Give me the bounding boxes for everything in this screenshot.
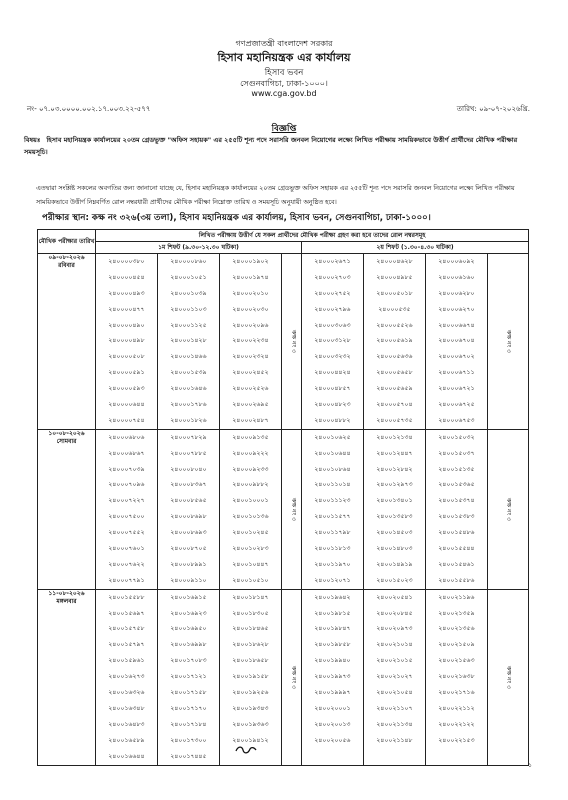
roll-number: ২৪০০১৯১৫৮: [232, 673, 269, 681]
roll-number: ২৪০০১১০১৪: [314, 481, 351, 489]
roll-column: [364, 589, 426, 765]
roll-number: ২৪০০১৯৯৯৭: [314, 689, 351, 697]
roll-number: ২৪০০০৬০৯২: [438, 258, 475, 265]
roll-number: ২৪০০১২১৩৪: [376, 433, 413, 441]
date-text: ১০-০৮-২০২৬: [48, 429, 85, 437]
roll-number: ২৪০০২০০১৩: [314, 720, 351, 728]
roll-number: ২৪০০০২৭০৩: [314, 273, 351, 281]
roll-number: ২৪০০০২০১০: [232, 289, 269, 297]
roll-number: ২৪০০০৮৬৯৩: [170, 529, 207, 537]
roll-number: ২৪০০২০৯৭৩: [376, 625, 413, 633]
roll-number: ২৪০০১৬৪৮৩: [108, 720, 145, 728]
address: সেগুনবাগিচা, ঢাকা-১০০০।: [240, 79, 328, 88]
roll-number: ২৪০০০৪৮৮২: [314, 416, 351, 424]
roll-number: ২৪০০২০০০১: [314, 704, 351, 712]
signature-mark-icon: [234, 743, 258, 757]
roll-column: [158, 589, 220, 765]
roll-number: ২৪০০০০৫৯১: [108, 369, 145, 377]
roll-number: ২৪০০০২২৩৪: [232, 337, 269, 345]
roll-number: ২৪০০১৫৫৮৮: [108, 593, 145, 601]
interview-date: [38, 429, 96, 589]
roll-number: ২৪০০১১১২৩: [314, 497, 351, 505]
roll-number: ২৪০০০৭০৯৬: [108, 481, 145, 489]
roll-number: ২৪০০১৫৫৮৬: [438, 576, 475, 584]
roll-number: ২৪০০১৭৩০০: [170, 736, 207, 744]
room-cell: [488, 429, 529, 589]
shift-2-header: ২য় শিফট (১.৩০-৪.৩০ ঘটিকা): [302, 242, 529, 254]
day-text: সোমবার: [56, 437, 77, 445]
roll-number: ২৪০০১৫৪৮৬: [438, 529, 475, 537]
roll-number: ২৪০০২১৬৩৮: [438, 673, 475, 681]
roll-number: ২৪০০২২১২২: [438, 720, 475, 728]
roll-number: ২৪০০০১৯০২: [232, 258, 269, 265]
roll-number: ২৪০০২২১৫৩: [438, 736, 475, 744]
roll-number: ২৪০০০০৭৫৪: [108, 416, 145, 424]
roll-number: ২৪০০১৬৩২৬: [108, 689, 145, 697]
date-text: ০৯-০৮-২০২৬: [48, 254, 85, 261]
roll-number: ২৪০০১৯৯৭৩: [314, 673, 351, 681]
roll-column: [302, 429, 364, 589]
roll-number: ২৪০০০৫০১৮: [376, 289, 413, 297]
room-cell: [282, 589, 302, 765]
roll-number: ২৪০০১৫৪৬১: [438, 560, 475, 568]
roll-number: ২৪০০১৩৪০১: [376, 497, 413, 505]
roll-number: ২৪০০১৯৬৪২: [314, 593, 351, 601]
roll-number: ২৪০০০৯৮৮২: [232, 481, 269, 489]
room-label: কক্ষ নং ৩: [504, 665, 512, 689]
roll-number: ২৪০০০০৪৯৩: [108, 289, 145, 297]
roll-number: ২৪০০১৬২৭৩: [108, 673, 145, 681]
roll-number: ২৪০০১৫১৩৫: [438, 465, 475, 473]
body-paragraph: এতদ্বারা সংশ্লিষ্ট সকলের অবগতির জন্য জানানো যাচ্ছে যে, হিসাব মহানিয়ন্ত্রক কার্যালয়ের ২০তম গ্রেডভুক্ত অফিস সহায়ক এর ২৫৫টি শূন্য পদে সরাসরি জনবল নিয়োগের লক্ষ্যে লিখিত পরীক্ষায় সাময়িকভাবে উত্তীর্ণ নিম্নবর্ণিত রোল নম্বরধারী প্রার্থীদের মৌখিক পরীক্ষা নিম্নোক্ত তারিখ ও সময়সূচি অনুযায়ী অনুষ্ঠিত হবে।: [36, 185, 515, 206]
roll-number: ২৪০০১০৬২৫: [314, 433, 351, 441]
roll-number: ২৪০০২১১০৭: [376, 704, 413, 712]
roll-numbers-header: লিখিত পরীক্ষায় উত্তীর্ণ যে সকল প্রার্থীদের মৌখিক পরীক্ষা গ্রহণ করা হবে তাদের রোল নম্বরসমূহ: [96, 230, 529, 242]
room-label: কক্ষ নং ৩: [504, 497, 512, 521]
roll-number: ২৪০০২১১৪৮: [376, 736, 413, 744]
roll-number: ২৪০০০৬১৬০: [438, 273, 475, 281]
roll-column: [220, 589, 282, 765]
roll-number: ২৪০০০৮৯৯১: [170, 560, 207, 568]
roll-number: ২৪০০০৬৮৬৭: [108, 449, 145, 457]
subject-text: হিসাব মহানিয়ন্ত্রক কার্যালয়ের ২০তম গ্রেডভুক্ত "অফিস সহায়ক" এর ২৫৫টি শূন্য পদে সরাসরি জনবল নিয়োগের লক্ষ্যে লিখিত পরীক্ষায় সাময়িকভাবে উত্তীর্ণ প্রার্থীদের মৌখিক পরীক্ষার সময়সূচি।: [24, 136, 518, 156]
roll-number: ২৪০০০৩২৩২: [314, 353, 351, 361]
roll-number: ২৪০০০৫৭০৪: [376, 401, 413, 409]
roll-number: ২৪০০০৮৫৬৫: [170, 497, 207, 505]
roll-column: [302, 254, 364, 430]
roll-number: ২৪০০০১০৩৯: [170, 289, 207, 297]
roll-number: ২৪০০০৪৬২৮: [376, 258, 413, 265]
roll-number: ২৪০০১৪৮০৩: [376, 545, 413, 553]
roll-column: [220, 254, 282, 430]
roll-number: ২৪০০০১৪২৮: [170, 337, 207, 345]
roll-number: ২৪০০০৬২৮০: [438, 289, 475, 297]
roll-number: ২৪০০০২৬৭১: [314, 258, 351, 265]
roll-number: ২৪০০২১৫০৯: [438, 641, 475, 649]
roll-number: ২৪০০১৫৩৬৫: [438, 481, 475, 489]
roll-number: ২৪০০০৮৭০৫: [170, 545, 207, 553]
roll-number: ২৪০০১৯৯৪০: [314, 657, 351, 665]
roll-number: ২৪০০১৬৬৪৪: [108, 752, 145, 760]
roll-number: ২৪০০০৫৫২৬: [376, 321, 413, 329]
roll-number: ২৪০০০৯১৩৫: [232, 433, 269, 441]
roll-column: [364, 429, 426, 589]
roll-number: ২৪০০১৮৪৬৫: [232, 625, 269, 633]
roll-column: [426, 429, 488, 589]
roll-column: [220, 429, 282, 589]
roll-number: ২৪০০২০৮৪৫: [376, 609, 413, 617]
subject-label: বিষয়ঃ: [24, 136, 41, 144]
roll-number: ২৪০০১৮৬২৮: [232, 641, 269, 649]
roll-number: ২৪০০১৬৩৪৮: [108, 704, 145, 712]
roll-number: ২৪০০০৭২২৭: [108, 497, 145, 505]
day-text: রবিবার: [58, 262, 75, 269]
roll-number: ২৪০০২১৩৫৯: [438, 609, 475, 617]
roll-number: ২৪০০১৫৭৯৭: [108, 641, 145, 649]
roll-number: ২৪০০১০৬৪৪: [314, 449, 351, 457]
roll-column: [96, 254, 158, 430]
subject: [24, 134, 540, 158]
roll-number: ২৪০০০০৪৭৭: [108, 305, 145, 313]
roll-number: ২৪০০২১০১৫: [376, 657, 413, 665]
roll-number: ২৪০০২১১৯৬: [438, 593, 475, 601]
roll-number: ২৪০০০২৭৫২: [314, 289, 351, 297]
roll-number: ২৪০০০১৭৮৬: [170, 401, 207, 409]
roll-number: ২৪০০২১০১৪: [376, 641, 413, 649]
roll-number: ২৪০০০০৮৬০: [170, 258, 207, 265]
roll-number: ২৪০০০৭৭৯১: [108, 576, 145, 584]
roll-number: ২৪০০০৬৬৭৪: [438, 321, 475, 329]
room-label: কক্ষ নং ৩: [289, 497, 297, 521]
roll-number: ২৪০০০১৫৩৯: [170, 369, 207, 377]
roll-number: ২৪০০১৫৩৮৩: [438, 513, 475, 521]
roll-number: ২৪০০১৭১৮৪: [170, 720, 207, 728]
roll-number: ২৪০০০২০৯৬: [232, 321, 269, 329]
roll-column: [158, 254, 220, 430]
roll-number: ২৪০০১৫০২৩: [376, 576, 413, 584]
room-label: কক্ষ নং ৩: [504, 329, 512, 353]
schedule-row: [38, 429, 529, 589]
roll-number: ২৪০০০২৬৯৫: [232, 401, 269, 409]
schedule-row: [38, 589, 529, 765]
roll-column: [364, 254, 426, 430]
roll-number: ২৪০০১০৮৬৪: [314, 465, 351, 473]
schedule-table: [37, 229, 529, 766]
issue-date: তারিখ: ০৯-০৭-২০২৬খ্রি.: [456, 105, 530, 113]
roll-number: ২৪০০২১৫৬৩: [438, 657, 475, 665]
roll-number: ২৪০০২২১১২: [438, 704, 475, 712]
shift-1-header: ১ম শিফট (৯.৩০-১২.৩০ ঘটিকা): [96, 242, 302, 254]
roll-number: ২৪০০০৪৮৫৭: [314, 385, 351, 393]
roll-number: ২৪০০২১৩৫৬: [438, 625, 475, 633]
roll-number: ২৪০০২১০২৭: [376, 673, 413, 681]
roll-number: ২৪০০০৯১১০: [170, 576, 207, 584]
interview-date: [38, 254, 96, 430]
roll-number: ২৪০০১৫০৩৭: [438, 449, 475, 457]
roll-number: ২৪০০১৬৯১৫: [170, 593, 207, 601]
roll-number: ২৪০০০৫৬৫৯: [376, 385, 413, 393]
roll-number: ২৪০০১১৯৭০: [314, 560, 351, 568]
roll-number: ২৪০০১০৫১০: [232, 576, 269, 584]
roll-number: ২৪০০১৯৩৪৩: [232, 704, 269, 712]
office-name: হিসাব মহানিয়ন্ত্রক এর কার্যালয়: [217, 51, 351, 64]
room-label: কক্ষ নং ৩: [289, 329, 297, 353]
roll-number: ২৪০০২১০৫৪: [376, 689, 413, 697]
roll-number: ২৪০০০২৫২৬: [232, 385, 269, 393]
roll-number: ২৪০০১৫০৩২: [438, 433, 475, 441]
roll-number: ২৪০০১০২৪৫: [232, 529, 269, 537]
roll-number: ২৪০০০৪৪২৪: [314, 369, 351, 377]
roll-number: ২৪০০০৬২৭০: [438, 305, 475, 313]
roll-number: ২৪০০০০৫৯৩: [108, 385, 145, 393]
roll-number: ২৪০০০০৩৮০: [108, 258, 145, 265]
roll-number: ২৪০০০৭৬২২: [108, 560, 145, 568]
roll-number: ২৪০০০৭৫০০: [108, 513, 145, 521]
date-text: ১১-০৮-২০২৬: [48, 589, 85, 597]
roll-number: ২৪০০০৫৬৫৮: [376, 369, 413, 377]
roll-number: ২৪০০০৩১২৮: [314, 337, 351, 345]
roll-number: ২৪০০১২৪৪৭: [376, 449, 413, 457]
roll-number: ২৪০০০১৮২৬: [170, 416, 207, 424]
roll-number: ২৪০০০৫৬১৯: [376, 337, 413, 345]
gov-header: গণপ্রজাতন্ত্রী বাংলাদেশ সরকার: [235, 39, 333, 48]
roll-number: ২৪০০০৬৭৫৩: [438, 416, 475, 424]
roll-number: ২৪০০১৯৮৫৮: [314, 641, 351, 649]
roll-number: ২৪০০০৬৭২১: [438, 385, 475, 393]
room-cell: [282, 429, 302, 589]
room-cell: [488, 254, 529, 430]
roll-number: ২৪০০১১৮১৩: [314, 545, 351, 553]
roll-number: ২৪০০০১০৫১: [170, 273, 207, 281]
roll-number: ২৪০০১৬৯৯৮: [170, 641, 207, 649]
roll-number: ২৪০০০২৭৯৬: [314, 305, 351, 313]
roll-number: ২৪০০১৪৫০৩: [376, 529, 413, 537]
roll-number: ২৪০০১৭১৫৮: [170, 689, 207, 697]
roll-number: ২৪০০০৮০৪০: [170, 465, 207, 473]
exam-venue: পরীক্ষার স্থান: কক্ষ নং ৩২৬(৩য় তলা), হিসাব মহানিয়ন্ত্রক এর কার্যালয়, হিসাব ভবন, সেগুনবাগিচা, ঢাকা-১০০০।: [42, 213, 431, 223]
roll-number: ২৪০০০৫৬৩৬: [376, 353, 413, 361]
roll-number: ২৪০০১৯৮১৫: [314, 609, 351, 617]
roll-number: ২৪০০০৯২২২: [232, 449, 269, 457]
roll-number: ২৪০০১০১৩৬: [232, 513, 269, 521]
roll-number: ২৪০০১৫৩৭৪: [438, 497, 475, 505]
roll-number: ২৪০০০৯২৩৩: [232, 465, 269, 473]
room-label: কক্ষ নং ৩: [289, 665, 297, 689]
roll-number: ২৪০০০১৬৪৬: [170, 385, 207, 393]
roll-number: ২৪০০০০৪৯৮: [108, 337, 145, 345]
roll-column: [96, 429, 158, 589]
roll-number: ২৪০০০১৪৬৬: [170, 353, 207, 361]
roll-number: ২৪০০০২০৩০: [232, 305, 269, 313]
roll-number: ২৪০০০২৪৫২: [232, 369, 269, 377]
roll-number: ২৪০০১৪৯১৯: [376, 560, 413, 568]
roll-number: ২৪০০১৯৩৬৩: [232, 720, 269, 728]
website: www.cga.gov.bd: [251, 89, 317, 98]
roll-number: ২৪০০০৭৫৫২: [108, 529, 145, 537]
roll-number: ২৪০০০৩০৬৩: [314, 321, 351, 329]
roll-number: ২৪০০০৬৭০২: [438, 353, 475, 361]
roll-number: ২৪০০১০২৮৩: [232, 545, 269, 553]
roll-number: ২৪০০০৬৭১১: [438, 369, 475, 377]
roll-number: ২৪০০০৬৭০৪: [438, 337, 475, 345]
roll-number: ২৪০০১৫৬৯৭: [108, 609, 145, 617]
roll-number: ২৪০০০৮৬৯৮: [170, 513, 207, 521]
roll-number: ২৪০০১৯৪১২: [232, 736, 269, 744]
roll-number: ২৪০০১৭১২১: [170, 673, 207, 681]
roll-number: ২৪০০২১৭১৬: [438, 689, 475, 697]
room-cell: [488, 589, 529, 765]
roll-number: ২৪০০১০০০১: [232, 497, 269, 505]
signature: [234, 742, 258, 761]
memo-number: নং- ০৭.০৩.০০০০.০০২.১৭.০০৩.২২-৫৭৭: [27, 105, 151, 113]
roll-number: ২৪০০১৬৯৫০: [170, 625, 207, 633]
roll-number: ২৪০০০৫৭৩৫: [376, 416, 413, 424]
roll-column: [158, 429, 220, 589]
roll-number: ২৪০০০৬৮০৬: [108, 433, 145, 441]
roll-number: ২৪০০০৪৮২৩: [314, 401, 351, 409]
interview-date: [38, 589, 96, 765]
roll-number: ২৪০০০৭৮২৯: [170, 433, 207, 441]
roll-number: ২৪০০০০৪৯০: [108, 321, 145, 329]
roll-number: ২৪০০১২০৭১: [314, 576, 351, 584]
roll-number: ২৪০০২০৫৪১: [376, 593, 413, 601]
page-number: ১: [528, 762, 532, 769]
schedule-body: [38, 254, 529, 766]
building-name: হিসাব ভবন: [264, 68, 304, 78]
roll-number: ২৪০০১৫৭৫৮: [108, 625, 145, 633]
roll-number: ২৪০০০১৯৭৪: [232, 273, 269, 281]
roll-number: ২৪০০১৮১৪৭: [232, 593, 269, 601]
roll-number: ২৪০০০৭৮৮৫: [170, 449, 207, 457]
roll-number: ২৪০০০০৬৪৪: [108, 401, 145, 409]
roll-number: ২৪০০১৬৫৮৯: [108, 736, 145, 744]
roll-number: ২৪০০০৭০৩৯: [108, 465, 145, 473]
roll-column: [426, 254, 488, 430]
day-text: মঙ্গলবার: [56, 597, 77, 605]
roll-number: ২৪০০১১৭৯৮: [314, 529, 351, 537]
roll-number: ২৪০০১৭১৭০: [170, 704, 207, 712]
roll-number: ২৪০০০০৪৫৪: [108, 273, 145, 281]
roll-number: ২৪০০০৪৯৮৫: [376, 273, 413, 281]
roll-number: ২৪০০০৬৭২৫: [438, 401, 475, 409]
roll-number: ২৪০০২১১৩৪: [376, 720, 413, 728]
roll-number: ২৪০০১৯৮৪৭: [314, 625, 351, 633]
roll-number: ২৪০০১৫৯৬১: [108, 657, 145, 665]
roll-number: ২৪০০০১১০৩: [170, 305, 207, 313]
roll-number: ২৪০০১৮৩০৫: [232, 609, 269, 617]
date-column-header: মৌখিক পরীক্ষার তারিখ: [38, 230, 96, 254]
roll-column: [426, 589, 488, 765]
notice-title: বিজ্ঞপ্তি: [271, 124, 297, 134]
roll-column: [302, 589, 364, 765]
roll-number: ২৪০০১২৮৪২: [376, 465, 413, 473]
roll-number: ২৪০০০২৩২৪: [232, 353, 269, 361]
roll-number: ২৪০০১৬৯২৩: [170, 609, 207, 617]
roll-number: ২৪০০১৭০৮৩: [170, 657, 207, 665]
roll-number: ২৪০০১৩৫৮৩: [376, 513, 413, 521]
roll-number: ২৪০০১২৯৭৩: [376, 481, 413, 489]
roll-number: ২৪০০১৮৬৫৮: [232, 657, 269, 665]
roll-number: ২৪০০১০৪৪৭: [232, 560, 269, 568]
roll-number: ২৪০০২০০৫৬: [314, 736, 351, 744]
roll-number: ২৪০০০১১২৫: [170, 321, 207, 329]
roll-number: ২৪০০০৮৩৬৭: [170, 481, 207, 489]
roll-number: ২৪০০০০৫০৮: [108, 353, 145, 361]
roll-column: [96, 589, 158, 765]
roll-number: ২৪০০১৯২৫৬: [232, 689, 269, 697]
room-cell: [282, 254, 302, 430]
schedule-row: [38, 254, 529, 430]
roll-number: ২৪০০১৫৫৪৪: [438, 545, 475, 553]
roll-number: ২৪০০০৫৩৫: [378, 305, 411, 313]
roll-number: ২৪০০০২৪৮৭: [232, 416, 269, 424]
roll-number: ২৪০০১১৫৭৭: [314, 513, 351, 521]
roll-number: ২৪০০০৭৬০১: [108, 545, 145, 553]
roll-number: ২৪০০১৭৪৪৫: [170, 752, 207, 760]
